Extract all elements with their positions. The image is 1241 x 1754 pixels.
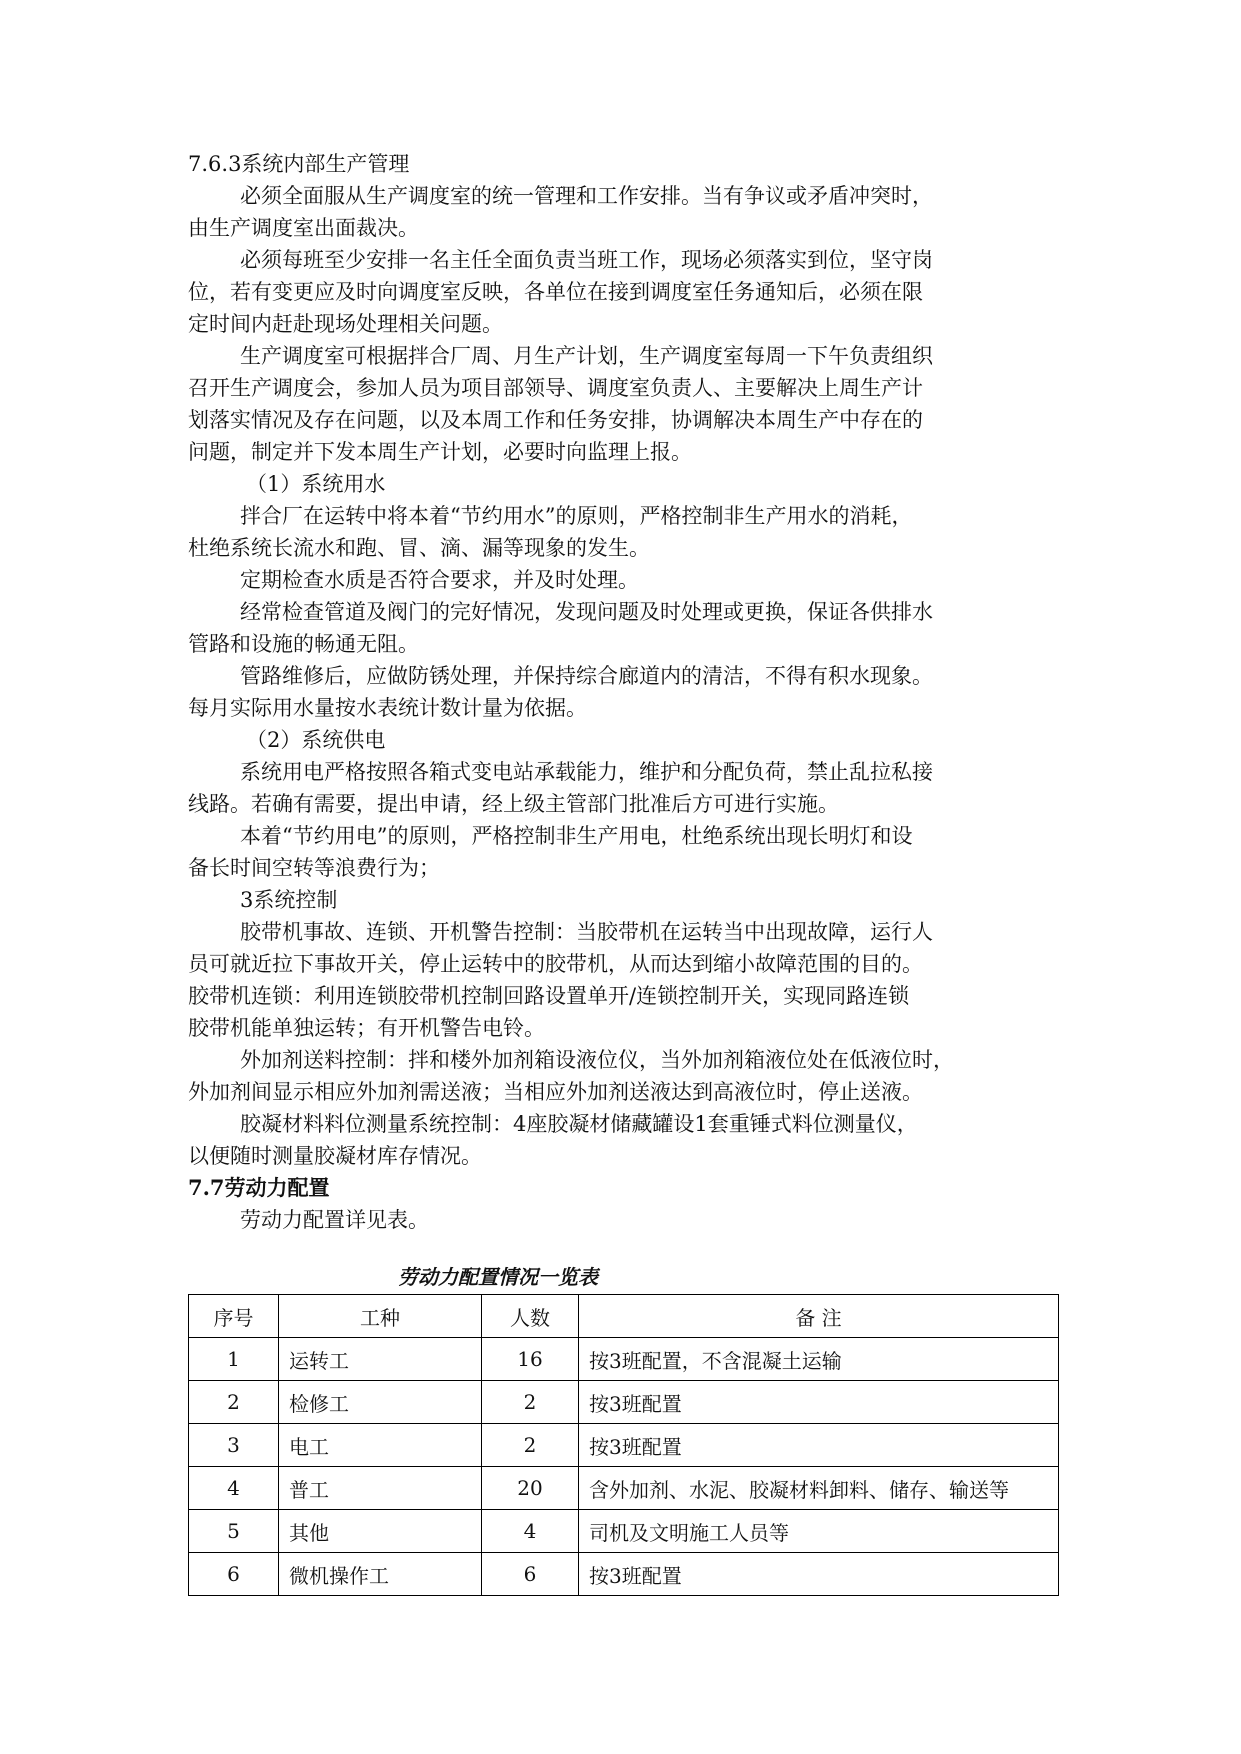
paragraph-line: 以便随时测量胶凝材库存情况。 — [188, 1144, 482, 1168]
paragraph-line: 杜绝系统长流水和跑、冒、滴、漏等现象的发生。 — [188, 536, 650, 560]
cell-count: 2 — [482, 1381, 579, 1424]
paragraph-line: 胶带机连锁：利用连锁胶带机控制回路设置单开/连锁控制开关，实现同路连锁 — [188, 984, 910, 1008]
paragraph-line: 每月实际用水量按水表统计数计量为依据。 — [188, 696, 587, 720]
paragraph-line: 必须全面服从生产调度室的统一管理和工作安排。当有争议或矛盾冲突时， — [240, 184, 933, 208]
paragraph-line: 胶带机事故、连锁、开机警告控制：当胶带机在运转当中出现故障，运行人 — [240, 920, 933, 944]
cell-count: 20 — [482, 1467, 579, 1510]
table-row — [189, 1424, 1059, 1467]
cell-type: 微机操作工 — [279, 1553, 482, 1596]
paragraph-line: 召开生产调度会，参加人员为项目部领导、调度室负责人、主要解决上周生产计 — [188, 376, 923, 400]
paragraph-line: 生产调度室可根据拌合厂周、月生产计划，生产调度室每周一下午负责组织 — [240, 344, 933, 368]
paragraph-line: 由生产调度室出面裁决。 — [188, 216, 419, 240]
table-row — [189, 1553, 1059, 1596]
paragraph-line: 外加剂送料控制：拌和楼外加剂箱设液位仪，当外加剂箱液位处在低液位时， — [240, 1048, 954, 1072]
cell-type: 其他 — [279, 1510, 482, 1553]
table-row — [189, 1338, 1059, 1381]
cell-count: 4 — [482, 1510, 579, 1553]
cell-type: 检修工 — [279, 1381, 482, 1424]
cell-count: 6 — [482, 1553, 579, 1596]
cell-count: 2 — [482, 1424, 579, 1467]
cell-no: 4 — [189, 1467, 279, 1510]
paragraph-line: 外加剂间显示相应外加剂需送液；当相应外加剂送液达到高液位时，停止送液。 — [188, 1080, 923, 1104]
cell-note: 含外加剂、水泥、胶凝材料卸料、储存、输送等 — [579, 1467, 1059, 1510]
cell-no: 1 — [189, 1338, 279, 1381]
paragraph-line: 位，若有变更应及时向调度室反映，各单位在接到调度室任务通知后，必须在限 — [188, 280, 923, 304]
paragraph-line: 管路和设施的畅通无阻。 — [188, 632, 419, 656]
subheading-control: 3系统控制 — [240, 888, 338, 912]
paragraph-line: 问题，制定并下发本周生产计划，必要时向监理上报。 — [188, 440, 692, 464]
column-header-count: 人数 — [482, 1295, 579, 1338]
cell-note: 按3班配置 — [579, 1424, 1059, 1467]
cell-note: 按3班配置 — [579, 1381, 1059, 1424]
paragraph-line: 备长时间空转等浪费行为； — [188, 856, 440, 880]
paragraph-line: 管路维修后，应做防锈处理，并保持综合廊道内的清洁，不得有积水现象。 — [240, 664, 933, 688]
column-header-note: 备 注 — [579, 1295, 1059, 1338]
labor-table — [188, 1294, 1059, 1596]
column-header-type: 工种 — [279, 1295, 482, 1338]
cell-no: 6 — [189, 1553, 279, 1596]
paragraph-line: 胶凝材料料位测量系统控制：4座胶凝材储藏罐设1套重锤式料位测量仪， — [240, 1112, 918, 1136]
cell-type: 普工 — [279, 1467, 482, 1510]
paragraph-line: 必须每班至少安排一名主任全面负责当班工作，现场必须落实到位，坚守岗 — [240, 248, 933, 272]
table-header-row — [189, 1295, 1059, 1338]
table-title: 劳动力配置情况一览表 — [398, 1265, 598, 1289]
paragraph-line: 本着“节约用电”的原则，严格控制非生产用电，杜绝系统出现长明灯和设 — [240, 824, 913, 848]
paragraph-line: 定时间内赶赴现场处理相关问题。 — [188, 312, 503, 336]
cell-no: 5 — [189, 1510, 279, 1553]
paragraph-line: 系统用电严格按照各箱式变电站承载能力，维护和分配负荷，禁止乱拉私接 — [240, 760, 933, 784]
table-row — [189, 1510, 1059, 1553]
paragraph-line: 定期检查水质是否符合要求，并及时处理。 — [240, 568, 639, 592]
column-header-no: 序号 — [189, 1295, 279, 1338]
paragraph-line: 经常检查管道及阀门的完好情况，发现问题及时处理或更换，保证各供排水 — [240, 600, 933, 624]
table-row — [189, 1467, 1059, 1510]
cell-no: 3 — [189, 1424, 279, 1467]
cell-type: 电工 — [279, 1424, 482, 1467]
paragraph-line: 员可就近拉下事故开关，停止运转中的胶带机，从而达到缩小故障范围的目的。 — [188, 952, 923, 976]
paragraph-line: 胶带机能单独运转；有开机警告电铃。 — [188, 1016, 545, 1040]
paragraph-line: 划落实情况及存在问题，以及本周工作和任务安排，协调解决本周生产中存在的 — [188, 408, 923, 432]
cell-type: 运转工 — [279, 1338, 482, 1381]
table-row — [189, 1381, 1059, 1424]
paragraph-line: 拌合厂在运转中将本着“节约用水”的原则，严格控制非生产用水的消耗， — [240, 504, 913, 528]
subheading-power: （2）系统供电 — [246, 728, 386, 752]
cell-note: 按3班配置 — [579, 1553, 1059, 1596]
section-heading: 7.6.3系统内部生产管理 — [188, 152, 410, 176]
cell-no: 2 — [189, 1381, 279, 1424]
labor-heading: 7.7劳动力配置 — [188, 1175, 330, 1200]
cell-note: 按3班配置，不含混凝土运输 — [579, 1338, 1059, 1381]
cell-note: 司机及文明施工人员等 — [579, 1510, 1059, 1553]
subheading-water: （1）系统用水 — [246, 472, 386, 496]
document-body — [188, 148, 1058, 1236]
labor-intro: 劳动力配置详见表。 — [240, 1208, 429, 1232]
cell-count: 16 — [482, 1338, 579, 1381]
paragraph-line: 线路。若确有需要，提出申请，经上级主管部门批准后方可进行实施。 — [188, 792, 839, 816]
